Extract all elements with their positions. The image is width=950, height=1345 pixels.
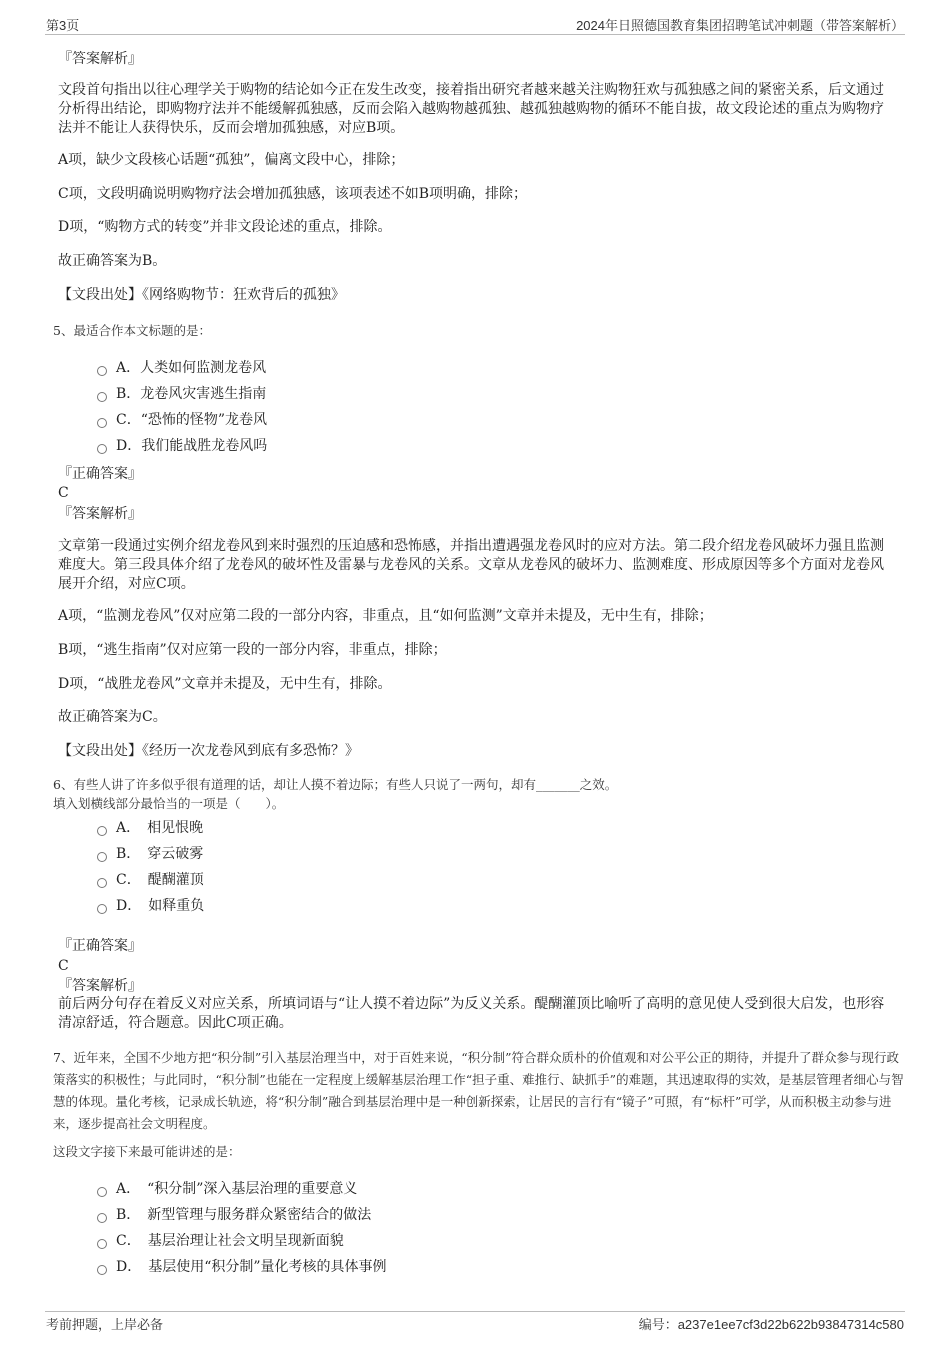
page-number: 第3页 [46, 18, 80, 33]
q4-line-a: A项，缺少文段核心话题“孤独”，偏离文段中心，排除； [58, 152, 405, 168]
q7-option-c-radio[interactable] [97, 1239, 107, 1249]
q5-option-c-radio[interactable] [97, 418, 107, 428]
q6-option-b: B． 穿云破雾 [116, 846, 204, 862]
q5-analysis-text: 文章第一段通过实例介绍龙卷风到来时强烈的压迫感和恐怖感，并指出遭遇强龙卷风时的应对方法。第二段介绍龙卷风破坏力强且监测难度大。第三段具体介绍了龙卷风的破坏性及雷暴与龙卷风的关系。文章从龙卷风的破坏力、监测难度、形成原因等多个方面对龙卷风展开介绍，对应C项。 [58, 538, 884, 592]
q6-correct-label: 『正确答案』 [58, 938, 142, 954]
q5-correct-label: 『正确答案』 [58, 466, 142, 482]
q6-option-c-radio[interactable] [97, 878, 107, 888]
q7-question: 这段文字接下来最可能讲述的是： [53, 1144, 241, 1159]
q4-source: 【文段出处】《网络购物节：狂欢背后的孤独》 [58, 287, 345, 303]
q6-option-d-radio[interactable] [97, 904, 107, 914]
q7-option-c: C． 基层治理让社会文明呈现新面貌 [116, 1233, 344, 1249]
q5-conclusion: 故正确答案为C。 [58, 709, 167, 725]
footer-rule [45, 1311, 905, 1312]
q5-analysis-label: 『答案解析』 [58, 506, 142, 522]
q5-option-d-radio[interactable] [97, 444, 107, 454]
q5-source: 【文段出处】《经历一次龙卷风到底有多恐怖？》 [58, 743, 359, 759]
q6-option-a-radio[interactable] [97, 826, 107, 836]
q6-correct-answer: C [58, 958, 69, 974]
q4-conclusion: 故正确答案为B。 [58, 253, 167, 269]
q5-option-a: A．人类如何监测龙卷风 [116, 360, 267, 376]
q4-line-c: C项，文段明确说明购物疗法会增加孤独感，该项表述不如B项明确，排除； [58, 186, 527, 202]
q5-line-a: A项，“监测龙卷风”仅对应第二段的一部分内容，非重点，且“如何监测”文章并未提及，无中生有，排除； [58, 608, 713, 624]
q7-option-a: A． “积分制”深入基层治理的重要意义 [116, 1181, 358, 1197]
q5-option-b: B．龙卷风灾害逃生指南 [116, 386, 267, 402]
header-rule [45, 34, 905, 35]
q6-option-a: A． 相见恨晚 [116, 820, 204, 836]
q6-option-b-radio[interactable] [97, 852, 107, 862]
q4-analysis-text: 文段首句指出以往心理学关于购物的结论如今正在发生改变，接着指出研究者越来越关注购物狂欢与孤独感之间的紧密关系，后文通过分析得出结论，即购物疗法并不能缓解孤独感，反而会陷入越购物越孤独、越孤独越购物的循环不能自拔，故文段论述的重点为购物疗法并不能让人获得快乐，反而会增加孤独感，对应B项。 [58, 82, 884, 136]
q6-analysis-label: 『答案解析』 [58, 978, 142, 994]
q6-analysis-text: 前后两分句存在着反义对应关系，所填词语与“让人摸不着边际”为反义关系。醍醐灌顶比喻听了高明的意见使人受到很大启发，也形容清凉舒适，符合题意。因此C项正确。 [58, 996, 885, 1031]
footer-slogan: 考前押题，上岸必备 [46, 1317, 164, 1332]
q5-correct-answer: C [58, 485, 69, 501]
q7-option-d: D． 基层使用“积分制”量化考核的具体事例 [116, 1259, 387, 1275]
q6-stem: 6、有些人讲了许多似乎很有道理的话，却让人摸不着边际；有些人只说了一两句，却有_______之效。 [53, 777, 618, 792]
q5-line-d: D项，“战胜龙卷风”文章并未提及，无中生有，排除。 [58, 676, 392, 692]
q7-option-b-radio[interactable] [97, 1213, 107, 1223]
q4-line-d: D项，“购物方式的转变”并非文段论述的重点，排除。 [58, 219, 392, 235]
q6-instruction: 填入划横线部分最恰当的一项是（ ）。 [53, 796, 285, 811]
q5-line-b: B项，“逃生指南”仅对应第一段的一部分内容，非重点，排除； [58, 642, 447, 658]
q5-option-a-radio[interactable] [97, 366, 107, 376]
q7-option-a-radio[interactable] [97, 1187, 107, 1197]
q7-stem: 7、近年来，全国不少地方把“积分制”引入基层治理当中，对于百姓来说，“积分制”符合群众质朴的价值观和对公平公正的期待，并提升了群众参与现行政策落实的积极性；与此同时，“积分制”也能在一定程度上缓解基层治理工作“担子重、难推行、缺抓手”的难题，其迅速取得的实效，是基层管理者细心与智慧的体现。量化考核，记录成长轨迹，将“积分制”融合到基层治理中是一种创新探索，让居民的言行有“镜子”可照，有“标杆”可学，从而积极主动参与进来，逐步提高社会文明程度。 [53, 1050, 904, 1131]
q4-analysis-label: 『答案解析』 [58, 51, 142, 67]
document-title: 2024年日照德国教育集团招聘笔试冲刺题（带答案解析） [576, 18, 904, 33]
q5-option-b-radio[interactable] [97, 392, 107, 402]
q6-option-c: C． 醍醐灌顶 [116, 872, 204, 888]
q5-option-d: D．我们能战胜龙卷风吗 [116, 438, 268, 454]
q7-option-b: B． 新型管理与服务群众紧密结合的做法 [116, 1207, 372, 1223]
q5-option-c: C．“恐怖的怪物”龙卷风 [116, 412, 268, 428]
q5-stem: 5、最适合作本文标题的是： [53, 323, 211, 338]
q6-option-d: D． 如释重负 [116, 898, 205, 914]
document-id: 编号：a237e1ee7cf3d22b622b93847314c580 [638, 1317, 904, 1332]
q7-option-d-radio[interactable] [97, 1265, 107, 1275]
